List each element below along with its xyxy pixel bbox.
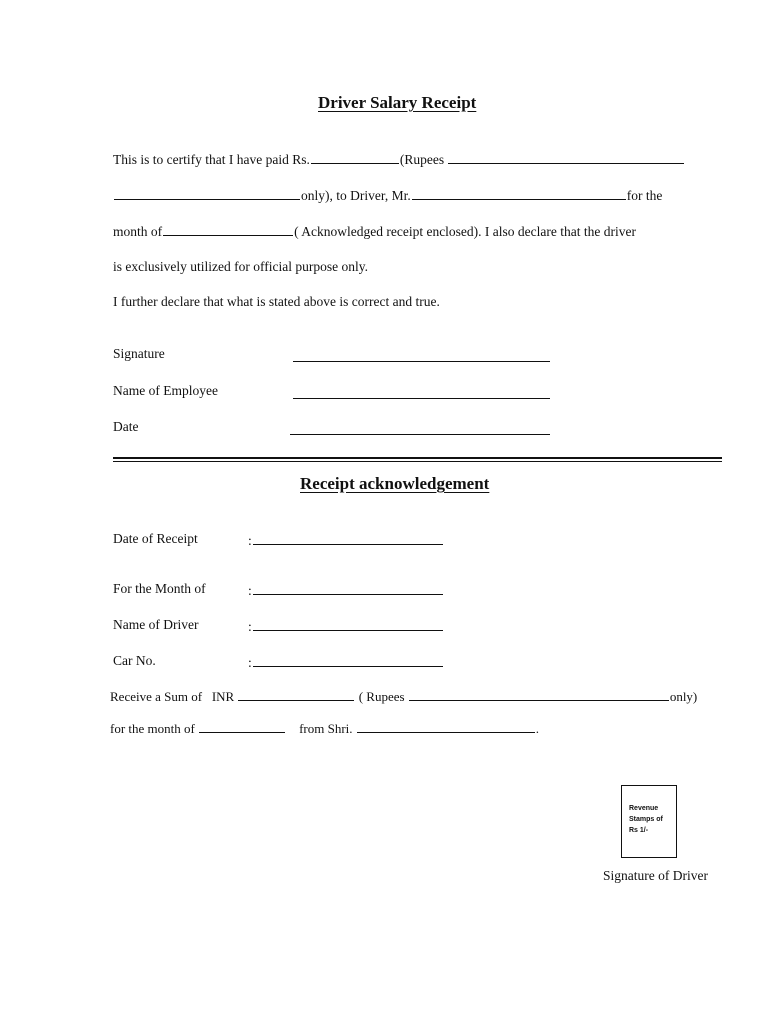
car-no-blank[interactable]: [253, 654, 443, 667]
receive-sum-line: [110, 688, 697, 705]
revenue-stamp-box: [621, 785, 677, 858]
date-of-receipt-blank[interactable]: [253, 532, 443, 545]
certify-line-3: [113, 223, 636, 240]
employee-name-label: Name of Employee: [113, 383, 218, 398]
amount-words-blank[interactable]: [114, 187, 300, 200]
section-divider-thin: [113, 461, 722, 462]
inr-amount-blank[interactable]: [238, 688, 354, 701]
driver-name-label: Name of Driver: [113, 617, 199, 632]
rupees-words-blank[interactable]: [448, 151, 684, 164]
driver-name-blank[interactable]: [412, 187, 626, 200]
month-blank[interactable]: [163, 223, 293, 236]
month-of-text: month of: [113, 224, 163, 239]
only-text: only): [669, 689, 698, 704]
shri-name-blank[interactable]: [357, 720, 535, 733]
driver-signature-label: Signature of Driver: [603, 868, 708, 883]
acknowledgement-title: Receipt acknowledgement: [300, 474, 490, 493]
date-of-receipt-label: Date of Receipt: [113, 531, 198, 546]
driver-name-field: :: [248, 618, 444, 635]
declaration-line: I further declare that what is stated above is correct and true.: [113, 294, 440, 309]
from-shri-text: from Shri.: [299, 721, 353, 736]
driver-text: only), to Driver, Mr.: [301, 188, 411, 203]
driver-name-blank-2[interactable]: [253, 618, 443, 631]
amount-blank[interactable]: [311, 151, 399, 164]
stamp-text-3: Rs 1/-: [629, 827, 649, 834]
car-no-label: Car No.: [113, 653, 156, 668]
section-divider: [113, 457, 722, 459]
car-no-field: :: [248, 654, 444, 671]
acknowledged-text: ( Acknowledged receipt enclosed). I also declare that the driver: [294, 224, 636, 239]
receive-sum-text: Receive a Sum of: [110, 689, 203, 704]
signature-line[interactable]: [293, 361, 550, 362]
date-label: Date: [113, 419, 139, 434]
certify-line-1: [113, 151, 685, 168]
certify-line-2: [113, 187, 662, 204]
employee-name-line[interactable]: [293, 398, 550, 399]
for-the-text: for the: [626, 188, 663, 203]
rupees-words-blank-2[interactable]: [409, 688, 669, 701]
stamp-text-1: Revenue: [629, 805, 659, 812]
for-month-field: :: [248, 582, 444, 599]
for-month-label: For the Month of: [113, 581, 206, 596]
stamp-text-2: Stamps of: [629, 816, 663, 823]
month-from-line: for the month of from Shri. .: [110, 721, 540, 736]
for-month-text: for the month of: [110, 721, 195, 736]
month-blank-2[interactable]: [199, 720, 285, 733]
receipt-title: Driver Salary Receipt: [318, 93, 477, 112]
rupees-text-2: ( Rupees: [358, 689, 405, 704]
for-month-blank[interactable]: [253, 582, 443, 595]
rupees-text: (Rupees: [399, 152, 445, 167]
date-line[interactable]: [290, 434, 550, 435]
signature-label: Signature: [113, 346, 165, 361]
certify-line-4: is exclusively utilized for official purpose only.: [113, 259, 368, 274]
inr-text: INR: [211, 689, 235, 704]
certify-text: This is to certify that I have paid Rs.: [113, 152, 310, 167]
date-of-receipt-field: :: [248, 532, 444, 549]
